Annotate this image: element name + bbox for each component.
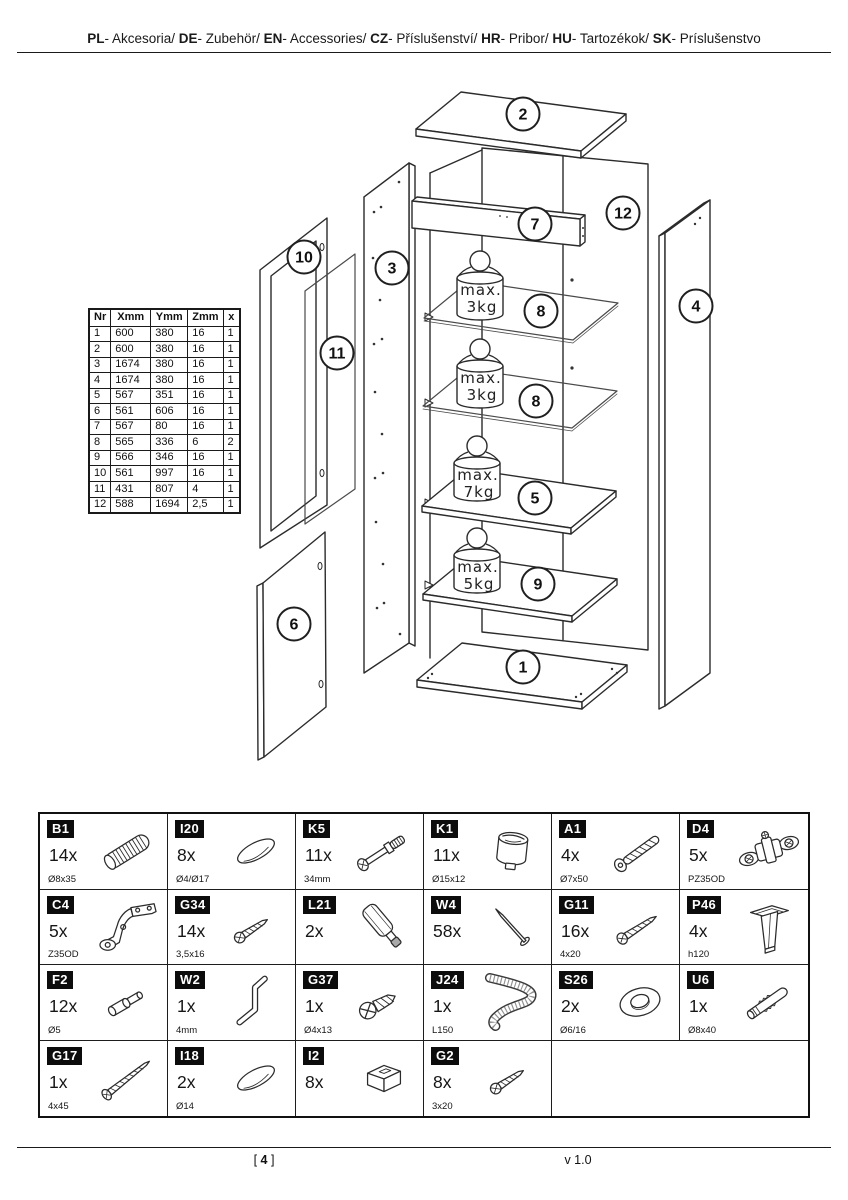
language-code: EN — [263, 31, 283, 46]
table-cell: 588 — [111, 497, 151, 513]
table-cell: 3 — [89, 357, 111, 373]
part-qty: 11x — [433, 845, 460, 865]
part-spec: 3,5x16 — [176, 949, 205, 960]
part-cell-G34 — [168, 890, 296, 966]
part-spec: Ø4x13 — [304, 1024, 332, 1036]
table-cell: 431 — [111, 482, 151, 498]
part-cell-G11 — [552, 890, 680, 966]
weight-label-max: max. — [460, 281, 502, 299]
table-cell: 600 — [111, 342, 151, 358]
svg-text:1: 1 — [518, 659, 528, 677]
part-qty: 8x — [305, 1071, 324, 1092]
language-code: CZ — [370, 31, 389, 46]
fat-screw-icon — [348, 973, 420, 1031]
table-cell: 346 — [151, 450, 188, 466]
table-cell: 11 — [89, 482, 111, 498]
part-qty: 11x — [305, 845, 332, 865]
part-spec: Ø8x35 — [48, 873, 76, 885]
wall-anchor-icon — [733, 973, 805, 1031]
callout-6 — [278, 608, 311, 641]
left-side-panel-3 — [364, 163, 415, 673]
table-cell: 16 — [188, 342, 223, 358]
table-cell: 6 — [188, 435, 223, 451]
table-header-row — [89, 309, 240, 326]
part-qty: 8x — [433, 1071, 452, 1092]
callout-11 — [321, 337, 354, 370]
column-header: Nr — [89, 309, 111, 326]
language-name: - Pribor/ — [500, 31, 553, 46]
part-qty: 14x — [49, 845, 78, 865]
wood-screw-icon — [604, 898, 676, 956]
table-cell: 1 — [223, 326, 240, 342]
callout-10 — [288, 241, 321, 274]
table-cell: 567 — [111, 388, 151, 404]
table-cell: 1 — [223, 497, 240, 513]
table-cell: 2 — [223, 435, 240, 451]
table-row — [89, 450, 240, 466]
empty-cell — [552, 1041, 808, 1117]
callout-8 — [520, 385, 553, 418]
part-spec: Z35OD — [48, 949, 79, 960]
callout-3 — [376, 252, 409, 285]
svg-text:8: 8 — [531, 393, 541, 411]
footer-rule — [17, 1147, 831, 1148]
svg-text:3: 3 — [387, 260, 397, 278]
part-spec: 4x20 — [560, 949, 581, 960]
table-cell: 6 — [89, 404, 111, 420]
part-code-badge: G11 — [559, 896, 594, 914]
part-qty: 4x — [689, 920, 708, 941]
svg-text:12: 12 — [614, 205, 632, 223]
cam-bolt-icon — [348, 822, 420, 880]
table-row — [89, 497, 240, 513]
part-cell-K5 — [296, 814, 424, 890]
part-spec: h120 — [688, 949, 710, 960]
version-label: v 1.0 — [564, 1153, 592, 1167]
table-row — [89, 342, 240, 358]
callout-7 — [519, 208, 552, 241]
table-cell: 1694 — [151, 497, 188, 513]
language-code: PL — [87, 31, 105, 46]
confirmat-screw-icon — [604, 822, 676, 880]
part-spec: 34mm — [304, 873, 331, 885]
language-name: - Akcesoria/ — [104, 31, 179, 46]
table-cell: 561 — [111, 404, 151, 420]
weight-label-kg: 5kg — [463, 575, 495, 593]
page-number-value: 4 — [260, 1153, 268, 1167]
part-code-badge: L21 — [303, 896, 336, 914]
part-qty: 14x — [177, 920, 206, 941]
part-spec: Ø6/16 — [560, 1024, 586, 1036]
table-row — [89, 404, 240, 420]
part-code-badge: W2 — [175, 971, 205, 989]
column-header: Zmm — [188, 309, 223, 326]
cam-lock-icon — [476, 822, 548, 880]
part-cell-W4 — [424, 890, 552, 966]
table-cell: 380 — [151, 342, 188, 358]
part-code-badge: S26 — [559, 971, 593, 989]
table-cell: 1 — [223, 482, 240, 498]
table-cell: 2 — [89, 342, 111, 358]
part-code-badge: D4 — [687, 820, 714, 838]
svg-text:4: 4 — [691, 298, 701, 316]
part-code-badge: I20 — [175, 820, 204, 838]
push-damper-icon — [348, 898, 420, 956]
strap-icon — [476, 973, 548, 1031]
part-cell-G37 — [296, 965, 424, 1041]
table-cell: 9 — [89, 450, 111, 466]
table-cell: 2,5 — [188, 497, 223, 513]
part-cell-I20 — [168, 814, 296, 890]
right-side-panel-4 — [659, 200, 710, 709]
bracket-close: ] — [267, 1153, 275, 1167]
table-cell: 565 — [111, 435, 151, 451]
table-cell: 606 — [151, 404, 188, 420]
corner-block-icon — [348, 1049, 420, 1107]
washer-icon — [604, 973, 676, 1031]
part-cell-G2 — [424, 1041, 552, 1117]
part-code-badge: G37 — [303, 971, 338, 989]
weight-label-kg: 7kg — [463, 483, 495, 501]
furniture-leg-icon — [733, 898, 805, 956]
callout-2 — [507, 98, 540, 131]
table-cell: 997 — [151, 466, 188, 482]
table-cell: 1674 — [111, 357, 151, 373]
nail-icon — [476, 898, 548, 956]
part-cell-P46 — [680, 890, 808, 966]
part-code-badge: I2 — [303, 1047, 324, 1065]
part-code-badge: I18 — [175, 1047, 204, 1065]
svg-text:7: 7 — [530, 216, 540, 234]
part-cell-J24 — [424, 965, 552, 1041]
part-cell-G17 — [40, 1041, 168, 1117]
part-qty: 5x — [49, 920, 68, 941]
weight-label-max: max. — [460, 369, 502, 387]
part-cell-F2 — [40, 965, 168, 1041]
table-cell: 1 — [223, 373, 240, 389]
part-cell-C4 — [40, 890, 168, 966]
table-row — [89, 419, 240, 435]
column-header: x — [223, 309, 240, 326]
table-cell: 16 — [188, 373, 223, 389]
part-code-badge: C4 — [47, 896, 74, 914]
oval-cap-icon — [220, 822, 292, 880]
table-cell: 16 — [188, 466, 223, 482]
dimensions-table — [88, 308, 241, 514]
dowel-icon — [92, 822, 164, 880]
allen-key-icon — [220, 973, 292, 1031]
part-spec: 3x20 — [432, 1101, 453, 1112]
table-cell: 16 — [188, 404, 223, 420]
table-row — [89, 373, 240, 389]
language-name: - Zubehör/ — [197, 31, 264, 46]
part-spec: Ø7x50 — [560, 873, 588, 885]
part-qty: 1x — [177, 996, 196, 1016]
part-cell-I2 — [296, 1041, 424, 1117]
table-cell: 1674 — [111, 373, 151, 389]
part-qty: 1x — [305, 996, 324, 1016]
language-code: SK — [652, 31, 672, 46]
part-cell-K1 — [424, 814, 552, 890]
table-cell: 1 — [89, 326, 111, 342]
table-cell: 1 — [223, 357, 240, 373]
part-spec: Ø8x40 — [688, 1024, 716, 1036]
part-qty: 2x — [561, 996, 580, 1016]
part-qty: 16x — [561, 920, 590, 941]
small-screw-icon — [476, 1049, 548, 1107]
part-qty: 1x — [433, 996, 452, 1016]
table-cell: 10 — [89, 466, 111, 482]
bracket-open: [ — [253, 1153, 261, 1167]
part-cell-I18 — [168, 1041, 296, 1117]
language-code: HU — [552, 31, 572, 46]
table-cell: 566 — [111, 450, 151, 466]
table-cell: 1 — [223, 450, 240, 466]
svg-text:8: 8 — [536, 303, 546, 321]
callout-12 — [607, 197, 640, 230]
language-name: - Tartozékok/ — [571, 31, 653, 46]
part-spec: Ø15x12 — [432, 873, 466, 885]
table-row — [89, 388, 240, 404]
table-cell: 567 — [111, 419, 151, 435]
lower-door-6 — [257, 532, 326, 760]
table-row — [89, 466, 240, 482]
table-cell: 16 — [188, 450, 223, 466]
callout-1 — [507, 651, 540, 684]
table-cell: 380 — [151, 326, 188, 342]
page-number — [234, 1153, 294, 1167]
part-cell-D4 — [680, 814, 808, 890]
table-cell: 1 — [223, 419, 240, 435]
part-cell-S26 — [552, 965, 680, 1041]
svg-text:11: 11 — [328, 345, 346, 363]
table-cell: 1 — [223, 388, 240, 404]
callout-8 — [525, 295, 558, 328]
table-cell: 380 — [151, 357, 188, 373]
table-cell: 16 — [188, 419, 223, 435]
table-cell: 4 — [188, 482, 223, 498]
shelf-pin-icon — [92, 973, 164, 1031]
part-code-badge: G2 — [431, 1047, 459, 1065]
part-code-badge: W4 — [431, 896, 461, 914]
part-spec: Ø4/Ø17 — [176, 873, 210, 885]
weight-label-max: max. — [457, 558, 499, 576]
part-code-badge: A1 — [559, 820, 586, 838]
table-cell: 7 — [89, 419, 111, 435]
part-spec: 4x45 — [48, 1101, 69, 1112]
part-qty: 5x — [689, 845, 708, 865]
part-qty: 12x — [49, 996, 78, 1016]
language-name: - Príslušenstvo — [671, 31, 761, 46]
table-cell: 80 — [151, 419, 188, 435]
long-screw-icon — [92, 1049, 164, 1107]
table-cell: 12 — [89, 497, 111, 513]
part-qty: 2x — [305, 920, 324, 941]
header-rule — [17, 52, 831, 53]
part-code-badge: B1 — [47, 820, 74, 838]
table-cell: 807 — [151, 482, 188, 498]
table-cell: 1 — [223, 342, 240, 358]
table-cell: 380 — [151, 373, 188, 389]
table-row — [89, 326, 240, 342]
header-language-line — [0, 31, 848, 46]
weight-label-max: max. — [457, 466, 499, 484]
part-qty: 2x — [177, 1071, 196, 1092]
part-spec: L150 — [432, 1024, 454, 1036]
table-cell: 336 — [151, 435, 188, 451]
table-cell: 561 — [111, 466, 151, 482]
table-cell: 600 — [111, 326, 151, 342]
table-cell: 351 — [151, 388, 188, 404]
svg-text:9: 9 — [533, 576, 543, 594]
table-cell: 1 — [223, 404, 240, 420]
callout-5 — [519, 482, 552, 515]
language-name: - Accessories/ — [282, 31, 371, 46]
part-code-badge: G34 — [175, 896, 210, 914]
part-spec: 4mm — [176, 1024, 198, 1036]
part-code-badge: K1 — [431, 820, 458, 838]
part-spec: Ø14 — [176, 1101, 194, 1112]
table-row — [89, 357, 240, 373]
svg-text:2: 2 — [518, 106, 528, 124]
table-cell: 4 — [89, 373, 111, 389]
part-code-badge: P46 — [687, 896, 721, 914]
table-cell: 1 — [223, 466, 240, 482]
table-cell: 5 — [89, 388, 111, 404]
hinge-plate-icon — [733, 822, 805, 880]
part-code-badge: J24 — [431, 971, 464, 989]
part-code-badge: F2 — [47, 971, 73, 989]
weight-label-kg: 3kg — [466, 298, 498, 316]
svg-text:10: 10 — [295, 249, 313, 267]
callout-9 — [522, 568, 555, 601]
part-code-badge: U6 — [687, 971, 714, 989]
column-header: Xmm — [111, 309, 151, 326]
part-cell-L21 — [296, 890, 424, 966]
column-header: Ymm — [151, 309, 188, 326]
part-cell-U6 — [680, 965, 808, 1041]
part-qty: 1x — [689, 996, 708, 1016]
part-qty: 8x — [177, 845, 196, 865]
table-row — [89, 482, 240, 498]
part-qty: 58x — [433, 920, 462, 941]
part-qty: 4x — [561, 845, 580, 865]
language-code: DE — [178, 31, 198, 46]
part-spec: PZ35OD — [688, 873, 725, 885]
part-cell-A1 — [552, 814, 680, 890]
hardware-grid — [38, 812, 810, 1118]
table-cell: 8 — [89, 435, 111, 451]
weight-label-kg: 3kg — [466, 386, 498, 404]
callout-4 — [680, 290, 713, 323]
svg-text:6: 6 — [289, 616, 299, 634]
table-cell: 16 — [188, 388, 223, 404]
part-cell-W2 — [168, 965, 296, 1041]
part-code-badge: G17 — [47, 1047, 82, 1065]
oval-cap-icon — [220, 1049, 292, 1107]
svg-text:5: 5 — [530, 490, 540, 508]
table-cell: 16 — [188, 326, 223, 342]
language-name: - Příslušenství/ — [388, 31, 482, 46]
part-qty: 1x — [49, 1071, 68, 1092]
small-screw-icon — [220, 898, 292, 956]
table-cell: 16 — [188, 357, 223, 373]
part-cell-B1 — [40, 814, 168, 890]
language-code: HR — [481, 31, 501, 46]
hinge-icon — [92, 898, 164, 956]
part-code-badge: K5 — [303, 820, 330, 838]
table-row — [89, 435, 240, 451]
part-spec: Ø5 — [48, 1024, 61, 1036]
